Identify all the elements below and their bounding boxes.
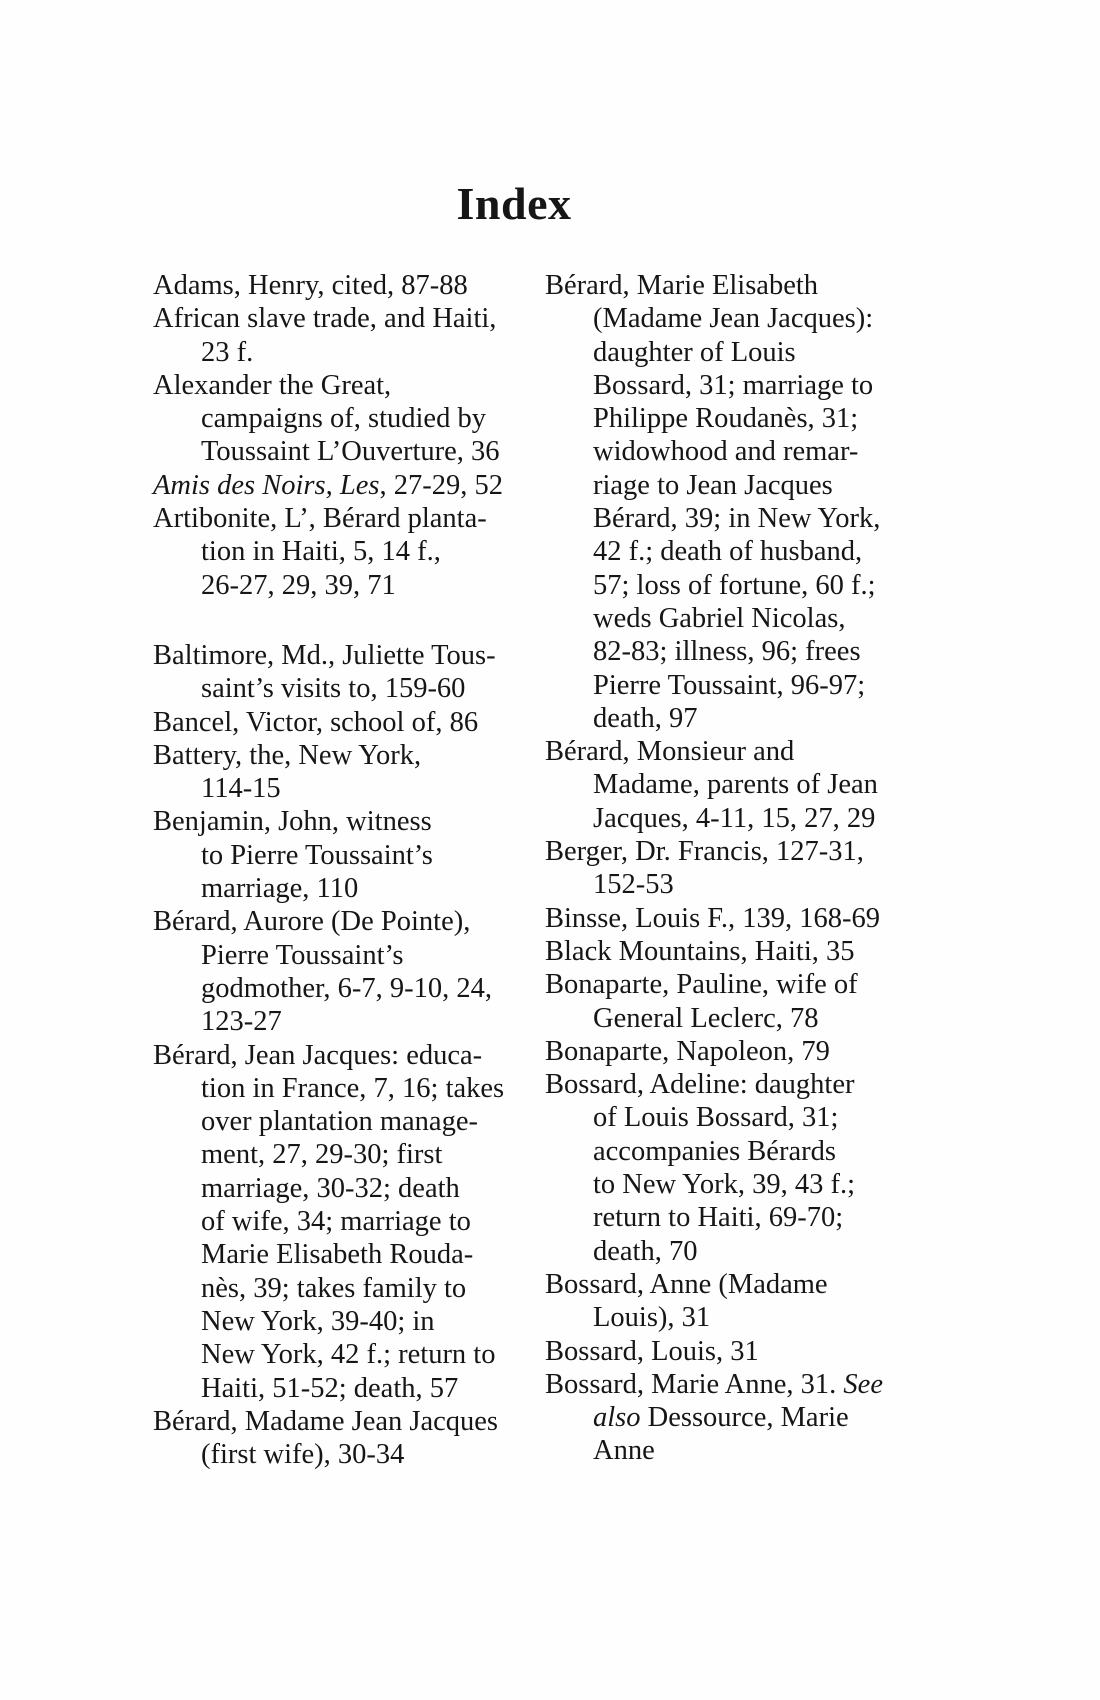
index-entry — [153, 639, 545, 706]
entry-text: marriage, 110 — [201, 873, 359, 905]
index-entry — [545, 735, 895, 835]
italic-text: Amis des Noirs, Les — [153, 469, 380, 501]
entry-text: Berger, Dr. Francis, 127-31, — [545, 836, 864, 868]
italic-text: also — [593, 1402, 641, 1434]
index-entry — [545, 935, 895, 968]
index-entry — [153, 739, 545, 806]
index-entry — [545, 269, 895, 735]
index-line — [153, 1172, 545, 1205]
entry-text: Bossard, 31; marriage to — [593, 369, 874, 401]
italic-text: See — [843, 1368, 883, 1400]
index-line — [153, 535, 545, 568]
index-entry — [545, 1068, 895, 1268]
entry-text: Anne — [593, 1435, 655, 1467]
entry-text: Bérard, Madame Jean Jacques — [153, 1405, 499, 1437]
index-line — [153, 706, 545, 739]
entry-text: General Leclerc, 78 — [593, 1002, 819, 1034]
index-entry — [153, 1405, 545, 1472]
entry-text: Bossard, Louis, 31 — [545, 1335, 759, 1367]
entry-text: weds Gabriel Nicolas, — [593, 602, 846, 634]
entry-text: Adams, Henry, cited, 87-88 — [153, 270, 468, 301]
index-line — [153, 1138, 545, 1171]
entry-text: Louis), 31 — [593, 1302, 711, 1334]
index-entry — [545, 902, 895, 935]
entry-text: 123-27 — [201, 1006, 282, 1038]
index-entry — [545, 1035, 895, 1068]
entry-text: death, 97 — [593, 702, 698, 734]
index-line — [545, 669, 895, 702]
index-line — [153, 1272, 545, 1305]
index-line — [545, 402, 895, 435]
index-entry — [153, 302, 545, 369]
index-line — [545, 1301, 895, 1334]
entry-text: Bancel, Victor, school of, 86 — [153, 706, 479, 738]
index-line — [153, 1372, 545, 1405]
index-line — [545, 336, 895, 369]
entry-text: (first wife), 30-34 — [201, 1439, 405, 1471]
index-line — [153, 972, 545, 1005]
entry-text: Alexander the Great, — [153, 369, 392, 401]
entry-text: New York, 39-40; in — [201, 1305, 435, 1337]
index-entry — [153, 706, 545, 739]
index-entry — [545, 968, 895, 1035]
index-line — [153, 1405, 545, 1438]
index-line — [545, 535, 895, 568]
entry-text: Bérard, Aurore (De Pointe), — [153, 906, 471, 938]
entry-text: Baltimore, Md., Juliette Tous- — [153, 639, 496, 671]
index-entry — [153, 502, 545, 602]
index-line — [153, 805, 545, 838]
index-line — [153, 502, 545, 535]
entry-text: accompanies Bérards — [593, 1135, 836, 1167]
index-entry — [153, 269, 545, 302]
index-line — [153, 369, 545, 402]
entry-text: saint’s visits to, 159-60 — [201, 673, 466, 705]
index-line — [545, 1201, 895, 1234]
entry-text: to Pierre Toussaint’s — [201, 839, 433, 871]
entry-text: Bossard, Adeline: daughter — [545, 1069, 855, 1101]
entry-text: 152-53 — [593, 869, 674, 901]
index-line — [545, 1068, 895, 1101]
index-entry — [545, 1368, 895, 1468]
index-line — [545, 269, 895, 302]
index-line — [545, 1401, 895, 1434]
entry-text: widowhood and remar- — [593, 436, 859, 468]
index-entry — [153, 1039, 545, 1405]
index-line — [153, 939, 545, 972]
entry-text: New York, 42 f.; return to — [201, 1339, 496, 1371]
entry-text: Dessource, Marie — [640, 1402, 849, 1434]
index-line — [545, 1168, 895, 1201]
index-entry — [545, 1268, 895, 1335]
entry-text: 42 f.; death of husband, — [593, 536, 863, 568]
index-line — [153, 1005, 545, 1038]
entry-text: Marie Elisabeth Rouda- — [201, 1239, 474, 1271]
index-line — [545, 635, 895, 668]
index-line — [153, 839, 545, 872]
index-line — [153, 905, 545, 938]
index-line — [545, 369, 895, 402]
index-line — [545, 802, 895, 835]
index-line — [153, 639, 545, 672]
index-line — [153, 772, 545, 805]
index-line — [545, 1035, 895, 1068]
entry-text: 57; loss of fortune, 60 f.; — [593, 569, 876, 601]
index-line — [153, 872, 545, 905]
entry-text: over plantation manage- — [201, 1106, 478, 1138]
index-line — [153, 1238, 545, 1271]
entry-text: marriage, 30-32; death — [201, 1172, 460, 1204]
entry-text: of Louis Bossard, 31; — [593, 1102, 839, 1134]
entry-text: Haiti, 51-52; death, 57 — [201, 1372, 459, 1404]
entry-text: Bérard, Marie Elisabeth — [545, 270, 819, 301]
index-line — [153, 402, 545, 435]
entry-text: daughter of Louis — [593, 336, 796, 368]
index-line — [545, 1335, 895, 1368]
index-line — [153, 469, 545, 502]
entry-text: Madame, parents of Jean — [593, 769, 878, 801]
entry-text: Benjamin, John, witness — [153, 806, 432, 838]
entry-text: Battery, the, New York, — [153, 739, 422, 771]
index-line — [153, 1105, 545, 1138]
index-line — [545, 1101, 895, 1134]
entry-text: nès, 39; takes family to — [201, 1272, 467, 1304]
entry-text: 23 f. — [201, 336, 254, 368]
index-column-right — [545, 269, 895, 1471]
entry-text: death, 70 — [593, 1235, 698, 1267]
entry-text: Pierre Toussaint, 96-97; — [593, 669, 866, 701]
index-line — [153, 302, 545, 335]
index-entry — [545, 1335, 895, 1368]
entry-text: 114-15 — [201, 773, 281, 805]
entry-text: Toussaint L’Ouverture, 36 — [201, 436, 500, 468]
index-line — [153, 269, 545, 302]
entry-text: ment, 27, 29-30; first — [201, 1139, 443, 1171]
index-line — [545, 735, 895, 768]
index-entry — [545, 835, 895, 902]
index-line — [545, 302, 895, 335]
entry-text: tion in Haiti, 5, 14 f., — [201, 536, 441, 568]
entry-text: Bérard, Jean Jacques: educa- — [153, 1039, 483, 1071]
index-columns — [153, 269, 895, 1471]
index-line — [153, 739, 545, 772]
entry-text: Binsse, Louis F., 139, 168-69 — [545, 902, 880, 934]
index-line — [153, 435, 545, 468]
index-line — [545, 602, 895, 635]
entry-text: , 27-29, 52 — [379, 469, 503, 501]
index-line — [545, 435, 895, 468]
entry-text: tion in France, 7, 16; takes — [201, 1072, 505, 1104]
entry-text: Bonaparte, Pauline, wife of — [545, 969, 858, 1001]
entry-text: of wife, 34; marriage to — [201, 1206, 471, 1238]
entry-text: Bérard, 39; in New York, — [593, 503, 881, 535]
page-title: Index — [456, 178, 572, 229]
index-line — [545, 469, 895, 502]
index-line — [545, 868, 895, 901]
index-line — [545, 768, 895, 801]
index-line — [153, 1305, 545, 1338]
index-entry — [153, 469, 545, 502]
index-line — [153, 1438, 545, 1471]
index-line — [153, 1205, 545, 1238]
entry-text: riage to Jean Jacques — [593, 469, 833, 501]
entry-text: Pierre Toussaint’s — [201, 939, 404, 971]
index-line — [545, 902, 895, 935]
index-line — [545, 1434, 895, 1467]
index-line — [153, 1072, 545, 1105]
entry-text: 82-83; illness, 96; frees — [593, 636, 861, 668]
entry-text: to New York, 39, 43 f.; — [593, 1169, 856, 1201]
index-line — [153, 336, 545, 369]
index-line — [545, 502, 895, 535]
index-line — [545, 1368, 895, 1401]
entry-text: 26-27, 29, 39, 71 — [201, 569, 396, 601]
index-entry — [153, 805, 545, 905]
entry-text: Bossard, Marie Anne, 31. — [545, 1368, 844, 1400]
entry-text: Bérard, Monsieur and — [545, 736, 795, 768]
index-entry — [153, 369, 545, 469]
index-line — [545, 935, 895, 968]
index-line — [545, 1235, 895, 1268]
index-line — [545, 968, 895, 1001]
index-line — [545, 1268, 895, 1301]
index-line — [545, 569, 895, 602]
index-line — [545, 1135, 895, 1168]
entry-text: return to Haiti, 69-70; — [593, 1202, 844, 1234]
index-line — [153, 1039, 545, 1072]
index-line — [545, 702, 895, 735]
entry-text: Philippe Roudanès, 31; — [593, 403, 859, 435]
index-line — [153, 672, 545, 705]
entry-text: Jacques, 4-11, 15, 27, 29 — [593, 802, 876, 834]
index-column-left — [153, 269, 545, 1471]
entry-text: Bossard, Anne (Madame — [545, 1268, 828, 1300]
entry-text: Artibonite, L’, Bérard planta- — [153, 503, 487, 535]
index-line — [153, 569, 545, 602]
entry-text: Bonaparte, Napoleon, 79 — [545, 1035, 830, 1067]
entry-text: Black Mountains, Haiti, 35 — [545, 935, 855, 967]
index-entry — [153, 905, 545, 1038]
index-line — [545, 835, 895, 868]
entry-text: (Madame Jean Jacques): — [593, 303, 874, 335]
entry-text: African slave trade, and Haiti, — [153, 303, 497, 335]
entry-text: godmother, 6-7, 9-10, 24, — [201, 972, 492, 1004]
entry-text: campaigns of, studied by — [201, 403, 486, 435]
index-line — [545, 1002, 895, 1035]
index-line — [153, 1338, 545, 1371]
